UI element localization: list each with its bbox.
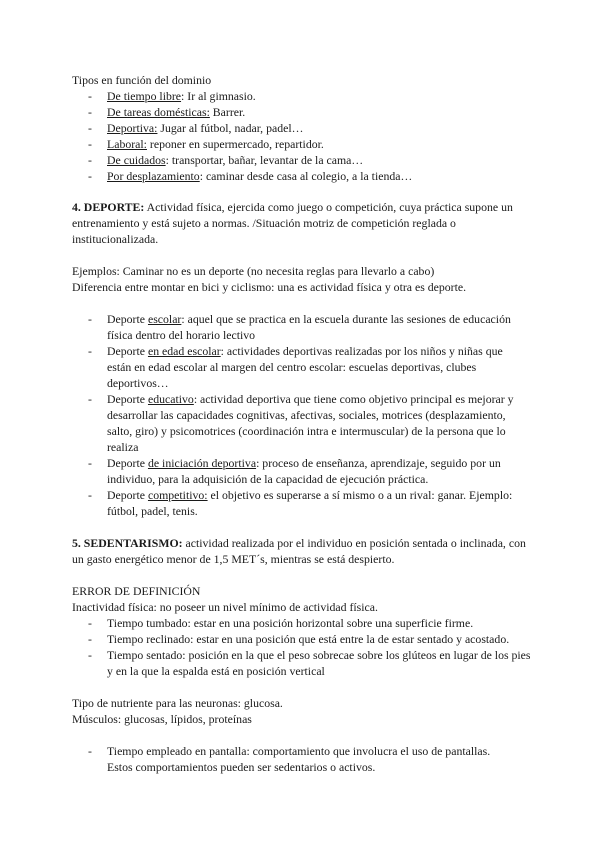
dash: - bbox=[88, 744, 92, 758]
item-term: De tiempo libre bbox=[107, 89, 182, 103]
item-term: Deportiva: bbox=[107, 121, 158, 135]
item-term: de iniciación deportiva bbox=[147, 456, 257, 470]
nutriente-line: Tipo de nutriente para las neuronas: glucosa. bbox=[72, 696, 283, 710]
item-text: Tiempo sentado: posición en la que el peso sobrecae sobre los glúteos en lugar de los pies y en la que la espalda está en posición vertical bbox=[107, 648, 531, 678]
item-text: el objetivo es superarse a sí mismo o a un rival: ganar. Ejemplo: fútbol, padel, tenis. bbox=[107, 488, 513, 518]
dash: - bbox=[88, 153, 92, 167]
item-prefix: Deporte bbox=[107, 392, 148, 406]
item-prefix: Deporte bbox=[107, 488, 148, 502]
list-item bbox=[88, 391, 530, 455]
dash: - bbox=[88, 169, 92, 183]
item-term: en edad escolar bbox=[147, 344, 221, 358]
deporte-text: Actividad física, ejercida como juego o competición, cuya práctica supone un entrenamiento y está sujeto a normas. /Situación motriz de competición reglada o institucionalizada. bbox=[72, 200, 513, 246]
item-prefix: Deporte bbox=[107, 312, 148, 326]
list-item bbox=[88, 311, 528, 343]
dash: - bbox=[88, 89, 92, 103]
tipos-heading: Tipos en función del dominio bbox=[72, 73, 212, 87]
sedentarismo-title: 5. SEDENTARISMO: bbox=[72, 536, 183, 550]
list-item bbox=[88, 152, 533, 168]
item-text: : transportar, bañar, levantar de la cama… bbox=[165, 153, 364, 167]
deporte-difference: Diferencia entre montar en bici y ciclismo: una es actividad física y otra es deporte. bbox=[72, 280, 467, 294]
list-item bbox=[88, 631, 533, 647]
list-item bbox=[88, 120, 533, 136]
dash: - bbox=[88, 137, 92, 151]
dash: - bbox=[88, 456, 92, 470]
list-item bbox=[88, 647, 531, 679]
item-text: : proceso de enseñanza, aprendizaje, seguido por un individuo, para la adquisición de la capacidad de ejecución práctica. bbox=[107, 456, 501, 486]
dash: - bbox=[88, 648, 92, 662]
item-text: reponer en supermercado, repartidor. bbox=[146, 137, 324, 151]
sedentarismo-text: actividad realizada por el individuo en posición sentada o inclinada, con un gasto energético menor de 1,5 MET´s, mientras se está despierto. bbox=[72, 536, 526, 566]
dash: - bbox=[88, 344, 92, 358]
dash: - bbox=[88, 105, 92, 119]
item-text: Barrer. bbox=[209, 105, 246, 119]
dash: - bbox=[88, 312, 92, 326]
item-text: : Ir al gimnasio. bbox=[181, 89, 256, 103]
item-text: Jugar al fútbol, nadar, padel… bbox=[157, 121, 304, 135]
item-term: Laboral: bbox=[107, 137, 147, 151]
list-item bbox=[88, 168, 533, 184]
item-text: : caminar desde casa al colegio, a la tienda… bbox=[199, 169, 413, 183]
list-item bbox=[88, 487, 528, 519]
item-term: competitivo: bbox=[147, 488, 208, 502]
dash: - bbox=[88, 121, 92, 135]
dash: - bbox=[88, 392, 92, 406]
item-term: De cuidados bbox=[107, 153, 166, 167]
list-item bbox=[88, 455, 528, 487]
dash: - bbox=[88, 632, 92, 646]
item-term: De tareas domésticas: bbox=[107, 105, 210, 119]
list-item bbox=[88, 615, 533, 631]
musculos-line: Músculos: glucosas, lípidos, proteínas bbox=[72, 712, 252, 726]
item-prefix: Deporte bbox=[107, 456, 148, 470]
sedentarismo-definition bbox=[72, 535, 530, 567]
item-text: Tiempo reclinado: estar en una posición que está entre la de estar sentado y acostado. bbox=[107, 632, 510, 646]
dash: - bbox=[88, 616, 92, 630]
inactividad-line: Inactividad física: no poseer un nivel mínimo de actividad física. bbox=[72, 600, 378, 614]
item-term: escolar bbox=[147, 312, 182, 326]
list-item bbox=[88, 104, 533, 120]
item-text: Tiempo empleado en pantalla: comportamiento que involucra el uso de pantallas. Estos comportamientos pueden ser sedentarios o activos. bbox=[107, 744, 491, 774]
list-item bbox=[88, 136, 533, 152]
item-text: : aquel que se practica en la escuela durante las sesiones de educación física dentro del horario lectivo bbox=[107, 312, 511, 342]
list-item bbox=[88, 343, 528, 391]
list-item bbox=[88, 743, 518, 775]
error-heading: ERROR DE DEFINICIÓN bbox=[72, 584, 201, 598]
item-text: Tiempo tumbado: estar en una posición horizontal sobre una superficie firme. bbox=[107, 616, 474, 630]
item-term: Por desplazamiento bbox=[107, 169, 200, 183]
deporte-title: 4. DEPORTE: bbox=[72, 200, 145, 214]
list-item bbox=[88, 88, 533, 104]
deporte-example: Ejemplos: Caminar no es un deporte (no necesita reglas para llevarlo a cabo) bbox=[72, 264, 435, 278]
item-text: : actividades deportivas realizadas por los niños y niñas que están en edad escolar al margen del centro escolar: escuelas deportivas, clubes deportivos… bbox=[107, 344, 503, 390]
item-term: educativo bbox=[147, 392, 194, 406]
item-text: : actividad deportiva que tiene como objetivo principal es mejorar y desarrollar las capacidades cognitivas, afectivas, sociales, motrices (desplazamiento, salto, giro) y psicomotrices (coordinación intra e intermuscular) de la persona que lo realiza bbox=[107, 392, 514, 454]
deporte-definition bbox=[72, 199, 530, 247]
dash: - bbox=[88, 488, 92, 502]
item-prefix: Deporte bbox=[107, 344, 148, 358]
